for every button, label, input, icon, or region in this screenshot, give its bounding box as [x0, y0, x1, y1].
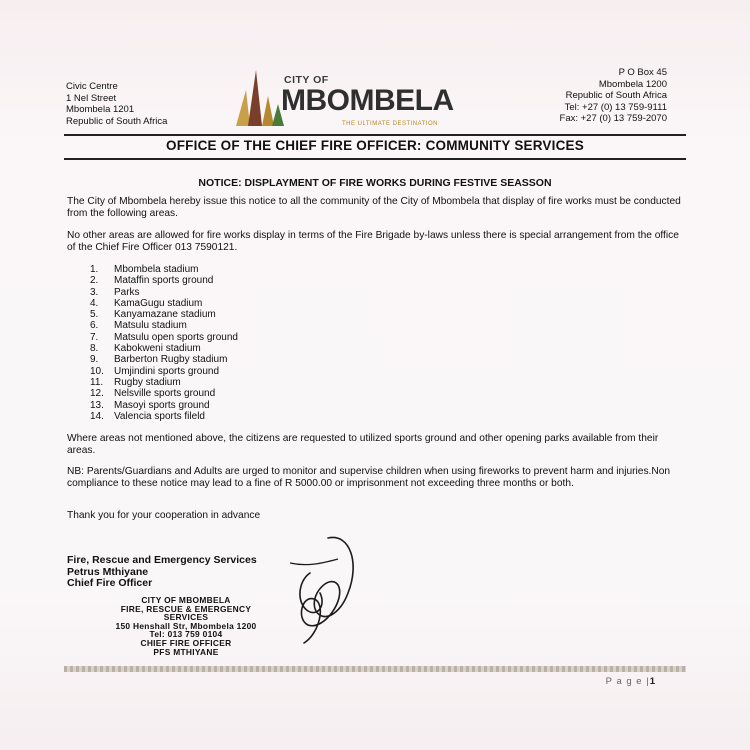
list-text: Kanyamazane stadium [114, 309, 216, 321]
city-logo [232, 66, 482, 132]
list-item [90, 400, 238, 411]
address-right [560, 67, 667, 125]
address-line: Fax: +27 (0) 13 759-2070 [559, 113, 667, 124]
list-item [90, 275, 238, 286]
list-item [90, 264, 238, 275]
office-title: OFFICE OF THE CHIEF FIRE OFFICER: COMMUNITY SERVICES [166, 138, 584, 153]
page-number: 1 [649, 676, 656, 687]
stamp-line: 150 Henshall Str, Mbombela 1200 [115, 620, 257, 631]
stamp-line: SERVICES [163, 612, 209, 623]
list-text: Nelsville sports ground [114, 388, 216, 400]
address-line: Mbombela 1201 [66, 104, 135, 115]
list-item [90, 343, 238, 354]
address-line: Mbombela 1200 [598, 78, 667, 90]
intro-paragraph: The City of Mbombela hereby issue this notice to all the community of the City of Mbombela that display of fire works must be conducted from the following areas. [67, 196, 681, 219]
list-number: 9. [90, 354, 99, 366]
list-item [90, 377, 238, 388]
list-number: 10. [90, 365, 104, 377]
official-stamp [70, 596, 302, 656]
logo-name-text: MBOMBELA [281, 84, 454, 117]
signatory-name: Petrus Mthiyane [67, 565, 149, 578]
address-line: Tel: +27 (0) 13 759-9111 [564, 101, 667, 113]
list-number: 8. [90, 343, 99, 355]
list-text: Barberton Rugby stadium [114, 354, 228, 366]
signatory-department: Fire, Rescue and Emergency Services [67, 554, 257, 566]
address-left [66, 81, 167, 127]
list-number: 14. [90, 410, 104, 422]
header-divider-bottom [64, 158, 686, 160]
stamp-line: CITY OF MBOMBELA [141, 595, 231, 605]
page-label: P a g e | [605, 676, 650, 687]
list-number: 12. [90, 388, 104, 400]
list-item [90, 298, 238, 309]
list-number: 7. [90, 331, 99, 343]
list-item [90, 309, 238, 320]
list-text: Kabokweni stadium [114, 343, 201, 355]
list-number: 13. [90, 399, 104, 411]
list-number: 5. [90, 309, 99, 321]
thanks-paragraph: Thank you for your cooperation in advance [67, 510, 261, 521]
list-number: 4. [90, 297, 99, 309]
list-text: Mbombela stadium [114, 264, 199, 275]
list-item [90, 287, 238, 298]
stamp-line: CHIEF FIRE OFFICER [140, 637, 232, 648]
list-item [90, 388, 238, 399]
page-footer [606, 676, 656, 687]
list-text: Valencia sports fileld [114, 410, 205, 422]
list-item [90, 320, 238, 331]
address-line: Republic of South Africa [66, 115, 168, 127]
list-item [90, 411, 238, 422]
header-divider-top [64, 134, 686, 136]
logo-tagline: THE ULTIMATE DESTINATION [342, 121, 439, 127]
list-number: 1. [90, 264, 99, 275]
list-item [90, 354, 238, 365]
address-line: 1 Nel Street [66, 92, 117, 104]
list-text: Matsulu stadium [114, 320, 187, 332]
signatory-block [67, 555, 257, 590]
logo-emblem-icon [232, 66, 288, 130]
address-line: Republic of South Africa [565, 90, 667, 101]
stamp-line: FIRE, RESCUE & EMERGENCY [120, 603, 252, 614]
address-line: P O Box 45 [618, 67, 667, 78]
list-text: Parks [114, 286, 140, 298]
list-number: 3. [90, 286, 99, 298]
list-number: 11. [90, 376, 104, 388]
list-item [90, 366, 238, 377]
bylaws-paragraph: No other areas are allowed for fire works display in terms of the Fire Brigade by-laws unless there is special arrangement from the office of the Chief Fire Officer 013 7590121. [67, 230, 679, 253]
footer-divider [64, 666, 686, 672]
list-number: 2. [90, 275, 99, 287]
signatory-title: Chief Fire Officer [67, 577, 153, 589]
list-text: Umjindini sports ground [114, 365, 220, 377]
stamp-line: PFS MTHIYANE [153, 646, 219, 657]
list-number: 6. [90, 320, 99, 332]
areas-list [90, 264, 238, 422]
logo-city-text: CITY OF [284, 74, 329, 86]
list-text: KamaGugu stadium [114, 297, 203, 309]
stamp-line: Tel: 013 759 0104 [149, 629, 223, 640]
list-text: Rugby stadium [114, 376, 181, 388]
nb-paragraph: NB: Parents/Guardians and Adults are urged to monitor and supervise children when using fireworks to prevent harm and injuries.Non compliance to these notice may lead to a fine of R 5000.00 or imprisonment not exceeding three months or both. [67, 466, 671, 489]
list-item [90, 332, 238, 343]
list-text: Mataffin sports ground [114, 275, 214, 287]
other-areas-paragraph: Where areas not mentioned above, the citizens are requested to utilized sports ground and other opening parks available from their areas. [67, 433, 659, 456]
notice-title: NOTICE: DISPLAYMENT OF FIRE WORKS DURING FESTIVE SEASSON [198, 177, 552, 189]
list-text: Masoyi sports ground [114, 399, 210, 411]
address-line: Civic Centre [66, 81, 118, 92]
list-text: Matsulu open sports ground [114, 331, 238, 343]
